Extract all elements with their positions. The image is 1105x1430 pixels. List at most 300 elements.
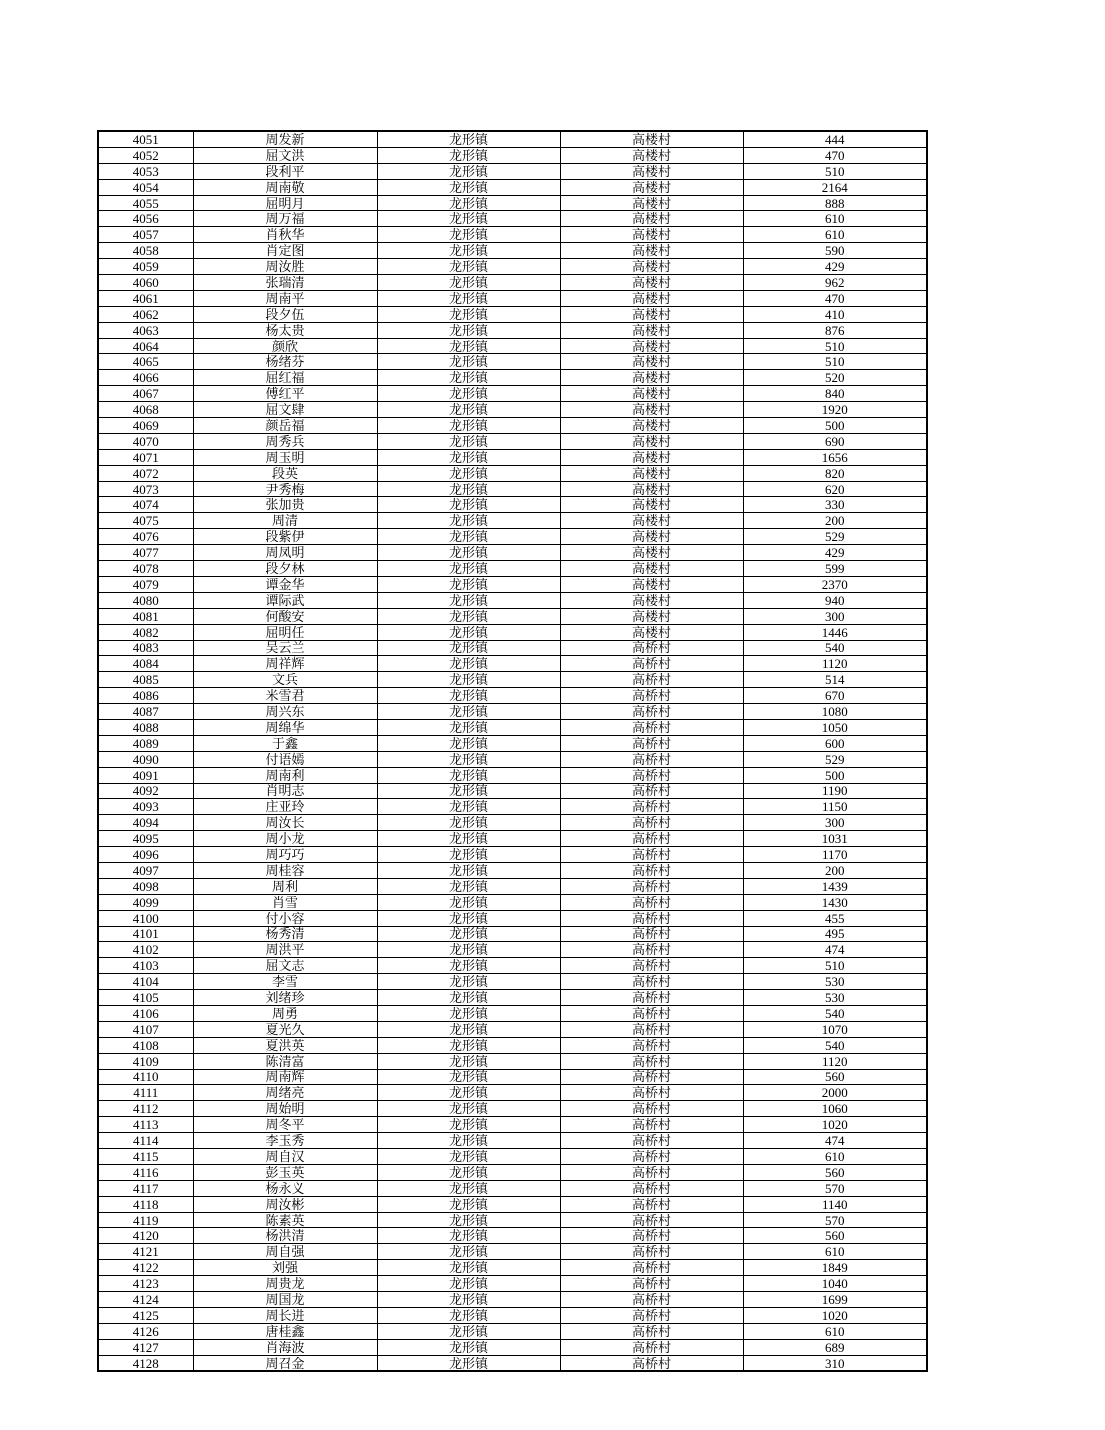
row-number-cell: 4059	[98, 259, 193, 275]
amount-cell: 2370	[743, 576, 927, 592]
person-name-cell: 周凤明	[193, 545, 377, 561]
village-name-cell: 高楼村	[560, 465, 743, 481]
table-row	[98, 1037, 927, 1053]
table-row	[98, 1117, 927, 1133]
village-name-cell: 高桥村	[560, 640, 743, 656]
row-number-cell: 4124	[98, 1292, 193, 1308]
table-row	[98, 990, 927, 1006]
amount-cell: 540	[743, 640, 927, 656]
amount-cell: 200	[743, 862, 927, 878]
village-name-cell: 高桥村	[560, 1260, 743, 1276]
table-row	[98, 1323, 927, 1339]
village-name-cell: 高楼村	[560, 147, 743, 163]
row-number-cell: 4116	[98, 1164, 193, 1180]
town-name-cell: 龙形镇	[377, 767, 560, 783]
amount-cell: 1190	[743, 783, 927, 799]
table-row	[98, 735, 927, 751]
table-row	[98, 862, 927, 878]
table-row	[98, 227, 927, 243]
person-name-cell: 吴云兰	[193, 640, 377, 656]
amount-cell: 495	[743, 926, 927, 942]
person-name-cell: 周利	[193, 878, 377, 894]
town-name-cell: 龙形镇	[377, 529, 560, 545]
row-number-cell: 4054	[98, 179, 193, 195]
person-name-cell: 庄亚玲	[193, 799, 377, 815]
village-name-cell: 高桥村	[560, 1228, 743, 1244]
amount-cell: 1031	[743, 831, 927, 847]
town-name-cell: 龙形镇	[377, 386, 560, 402]
person-name-cell: 周小龙	[193, 831, 377, 847]
person-name-cell: 杨绪芬	[193, 354, 377, 370]
amount-cell: 560	[743, 1228, 927, 1244]
village-name-cell: 高桥村	[560, 735, 743, 751]
row-number-cell: 4067	[98, 386, 193, 402]
town-name-cell: 龙形镇	[377, 1276, 560, 1292]
town-name-cell: 龙形镇	[377, 1133, 560, 1149]
village-name-cell: 高桥村	[560, 1133, 743, 1149]
data-table	[97, 130, 928, 1372]
person-name-cell: 周祥辉	[193, 656, 377, 672]
town-name-cell: 龙形镇	[377, 783, 560, 799]
village-name-cell: 高桥村	[560, 767, 743, 783]
village-name-cell: 高楼村	[560, 418, 743, 434]
row-number-cell: 4096	[98, 847, 193, 863]
table-row	[98, 624, 927, 640]
village-name-cell: 高楼村	[560, 576, 743, 592]
town-name-cell: 龙形镇	[377, 878, 560, 894]
person-name-cell: 李玉秀	[193, 1133, 377, 1149]
amount-cell: 474	[743, 1133, 927, 1149]
town-name-cell: 龙形镇	[377, 433, 560, 449]
person-name-cell: 屈明月	[193, 195, 377, 211]
village-name-cell: 高桥村	[560, 656, 743, 672]
town-name-cell: 龙形镇	[377, 1307, 560, 1323]
amount-cell: 470	[743, 290, 927, 306]
amount-cell: 510	[743, 354, 927, 370]
person-name-cell: 周召金	[193, 1355, 377, 1371]
table-row	[98, 386, 927, 402]
row-number-cell: 4091	[98, 767, 193, 783]
person-name-cell: 周玉明	[193, 449, 377, 465]
village-name-cell: 高桥村	[560, 1117, 743, 1133]
row-number-cell: 4063	[98, 322, 193, 338]
row-number-cell: 4051	[98, 131, 193, 147]
town-name-cell: 龙形镇	[377, 704, 560, 720]
person-name-cell: 张加贵	[193, 497, 377, 513]
village-name-cell: 高桥村	[560, 1101, 743, 1117]
village-name-cell: 高楼村	[560, 227, 743, 243]
town-name-cell: 龙形镇	[377, 1292, 560, 1308]
amount-cell: 570	[743, 1180, 927, 1196]
row-number-cell: 4053	[98, 163, 193, 179]
amount-cell: 1020	[743, 1307, 927, 1323]
amount-cell: 599	[743, 561, 927, 577]
town-name-cell: 龙形镇	[377, 1260, 560, 1276]
person-name-cell: 周贵龙	[193, 1276, 377, 1292]
village-name-cell: 高桥村	[560, 1037, 743, 1053]
amount-cell: 2164	[743, 179, 927, 195]
table-row	[98, 656, 927, 672]
amount-cell: 670	[743, 688, 927, 704]
town-name-cell: 龙形镇	[377, 1164, 560, 1180]
table-row	[98, 243, 927, 259]
amount-cell: 500	[743, 767, 927, 783]
town-name-cell: 龙形镇	[377, 926, 560, 942]
town-name-cell: 龙形镇	[377, 1339, 560, 1355]
person-name-cell: 颜欣	[193, 338, 377, 354]
row-number-cell: 4077	[98, 545, 193, 561]
person-name-cell: 周巧巧	[193, 847, 377, 863]
table-body	[98, 131, 927, 1371]
town-name-cell: 龙形镇	[377, 688, 560, 704]
row-number-cell: 4075	[98, 513, 193, 529]
row-number-cell: 4081	[98, 608, 193, 624]
village-name-cell: 高楼村	[560, 179, 743, 195]
town-name-cell: 龙形镇	[377, 275, 560, 291]
person-name-cell: 周始明	[193, 1101, 377, 1117]
amount-cell: 520	[743, 370, 927, 386]
row-number-cell: 4108	[98, 1037, 193, 1053]
person-name-cell: 付小容	[193, 910, 377, 926]
town-name-cell: 龙形镇	[377, 1037, 560, 1053]
amount-cell: 474	[743, 942, 927, 958]
amount-cell: 529	[743, 751, 927, 767]
village-name-cell: 高桥村	[560, 910, 743, 926]
row-number-cell: 4099	[98, 894, 193, 910]
table-row	[98, 767, 927, 783]
table-row	[98, 1276, 927, 1292]
table-row	[98, 275, 927, 291]
town-name-cell: 龙形镇	[377, 513, 560, 529]
village-name-cell: 高桥村	[560, 1276, 743, 1292]
town-name-cell: 龙形镇	[377, 1005, 560, 1021]
amount-cell: 610	[743, 1323, 927, 1339]
table-row	[98, 1260, 927, 1276]
row-number-cell: 4071	[98, 449, 193, 465]
row-number-cell: 4055	[98, 195, 193, 211]
village-name-cell: 高楼村	[560, 561, 743, 577]
row-number-cell: 4125	[98, 1307, 193, 1323]
person-name-cell: 屈红福	[193, 370, 377, 386]
row-number-cell: 4057	[98, 227, 193, 243]
town-name-cell: 龙形镇	[377, 1021, 560, 1037]
village-name-cell: 高桥村	[560, 1021, 743, 1037]
village-name-cell: 高桥村	[560, 1292, 743, 1308]
village-name-cell: 高楼村	[560, 592, 743, 608]
town-name-cell: 龙形镇	[377, 640, 560, 656]
amount-cell: 820	[743, 465, 927, 481]
village-name-cell: 高桥村	[560, 926, 743, 942]
row-number-cell: 4122	[98, 1260, 193, 1276]
town-name-cell: 龙形镇	[377, 719, 560, 735]
village-name-cell: 高桥村	[560, 990, 743, 1006]
row-number-cell: 4068	[98, 402, 193, 418]
amount-cell: 888	[743, 195, 927, 211]
amount-cell: 1849	[743, 1260, 927, 1276]
amount-cell: 330	[743, 497, 927, 513]
table-row	[98, 1021, 927, 1037]
amount-cell: 1446	[743, 624, 927, 640]
village-name-cell: 高桥村	[560, 847, 743, 863]
amount-cell: 1050	[743, 719, 927, 735]
person-name-cell: 周冬平	[193, 1117, 377, 1133]
village-name-cell: 高楼村	[560, 608, 743, 624]
amount-cell: 455	[743, 910, 927, 926]
town-name-cell: 龙形镇	[377, 1101, 560, 1117]
table-row	[98, 179, 927, 195]
amount-cell: 530	[743, 974, 927, 990]
table-row	[98, 529, 927, 545]
village-name-cell: 高楼村	[560, 624, 743, 640]
town-name-cell: 龙形镇	[377, 958, 560, 974]
row-number-cell: 4088	[98, 719, 193, 735]
person-name-cell: 周自强	[193, 1244, 377, 1260]
amount-cell: 429	[743, 545, 927, 561]
row-number-cell: 4085	[98, 672, 193, 688]
row-number-cell: 4089	[98, 735, 193, 751]
person-name-cell: 周南平	[193, 290, 377, 306]
person-name-cell: 肖定图	[193, 243, 377, 259]
person-name-cell: 周清	[193, 513, 377, 529]
table-row	[98, 847, 927, 863]
village-name-cell: 高桥村	[560, 942, 743, 958]
row-number-cell: 4101	[98, 926, 193, 942]
amount-cell: 1040	[743, 1276, 927, 1292]
town-name-cell: 龙形镇	[377, 735, 560, 751]
town-name-cell: 龙形镇	[377, 1117, 560, 1133]
row-number-cell: 4110	[98, 1069, 193, 1085]
village-name-cell: 高楼村	[560, 243, 743, 259]
person-name-cell: 周万福	[193, 211, 377, 227]
row-number-cell: 4100	[98, 910, 193, 926]
amount-cell: 540	[743, 1005, 927, 1021]
table-row	[98, 402, 927, 418]
table-row	[98, 910, 927, 926]
table-row	[98, 1005, 927, 1021]
amount-cell: 1140	[743, 1196, 927, 1212]
row-number-cell: 4074	[98, 497, 193, 513]
village-name-cell: 高楼村	[560, 449, 743, 465]
person-name-cell: 周发新	[193, 131, 377, 147]
town-name-cell: 龙形镇	[377, 179, 560, 195]
town-name-cell: 龙形镇	[377, 1212, 560, 1228]
row-number-cell: 4115	[98, 1149, 193, 1165]
person-name-cell: 段夕林	[193, 561, 377, 577]
row-number-cell: 4093	[98, 799, 193, 815]
amount-cell: 1080	[743, 704, 927, 720]
village-name-cell: 高桥村	[560, 1180, 743, 1196]
village-name-cell: 高桥村	[560, 1069, 743, 1085]
amount-cell: 1656	[743, 449, 927, 465]
row-number-cell: 4087	[98, 704, 193, 720]
table-row	[98, 688, 927, 704]
amount-cell: 530	[743, 990, 927, 1006]
person-name-cell: 周绵华	[193, 719, 377, 735]
person-name-cell: 屈文肆	[193, 402, 377, 418]
table-row	[98, 942, 927, 958]
village-name-cell: 高桥村	[560, 672, 743, 688]
amount-cell: 690	[743, 433, 927, 449]
row-number-cell: 4052	[98, 147, 193, 163]
town-name-cell: 龙形镇	[377, 497, 560, 513]
person-name-cell: 付语嫣	[193, 751, 377, 767]
town-name-cell: 龙形镇	[377, 990, 560, 1006]
village-name-cell: 高桥村	[560, 688, 743, 704]
table-row	[98, 561, 927, 577]
table-row	[98, 545, 927, 561]
village-name-cell: 高楼村	[560, 322, 743, 338]
person-name-cell: 于鑫	[193, 735, 377, 751]
table-row	[98, 433, 927, 449]
person-name-cell: 周兴东	[193, 704, 377, 720]
town-name-cell: 龙形镇	[377, 131, 560, 147]
town-name-cell: 龙形镇	[377, 942, 560, 958]
row-number-cell: 4065	[98, 354, 193, 370]
village-name-cell: 高桥村	[560, 799, 743, 815]
amount-cell: 962	[743, 275, 927, 291]
table-row	[98, 1101, 927, 1117]
table-row	[98, 751, 927, 767]
person-name-cell: 周汝彬	[193, 1196, 377, 1212]
town-name-cell: 龙形镇	[377, 354, 560, 370]
town-name-cell: 龙形镇	[377, 1149, 560, 1165]
table-row	[98, 974, 927, 990]
town-name-cell: 龙形镇	[377, 1069, 560, 1085]
town-name-cell: 龙形镇	[377, 1244, 560, 1260]
amount-cell: 510	[743, 958, 927, 974]
row-number-cell: 4084	[98, 656, 193, 672]
town-name-cell: 龙形镇	[377, 1355, 560, 1371]
table-row	[98, 608, 927, 624]
row-number-cell: 4107	[98, 1021, 193, 1037]
row-number-cell: 4070	[98, 433, 193, 449]
person-name-cell: 周洪平	[193, 942, 377, 958]
village-name-cell: 高楼村	[560, 513, 743, 529]
village-name-cell: 高楼村	[560, 338, 743, 354]
person-name-cell: 周自汉	[193, 1149, 377, 1165]
table-row	[98, 1164, 927, 1180]
person-name-cell: 周汝胜	[193, 259, 377, 275]
row-number-cell: 4104	[98, 974, 193, 990]
table-row	[98, 465, 927, 481]
table-row	[98, 894, 927, 910]
row-number-cell: 4095	[98, 831, 193, 847]
table-row	[98, 831, 927, 847]
person-name-cell: 段英	[193, 465, 377, 481]
village-name-cell: 高桥村	[560, 894, 743, 910]
village-name-cell: 高桥村	[560, 1196, 743, 1212]
village-name-cell: 高桥村	[560, 878, 743, 894]
row-number-cell: 4092	[98, 783, 193, 799]
amount-cell: 1070	[743, 1021, 927, 1037]
row-number-cell: 4058	[98, 243, 193, 259]
village-name-cell: 高楼村	[560, 131, 743, 147]
person-name-cell: 杨太贵	[193, 322, 377, 338]
person-name-cell: 谭际武	[193, 592, 377, 608]
row-number-cell: 4086	[98, 688, 193, 704]
row-number-cell: 4078	[98, 561, 193, 577]
amount-cell: 510	[743, 338, 927, 354]
village-name-cell: 高楼村	[560, 195, 743, 211]
amount-cell: 200	[743, 513, 927, 529]
table-row	[98, 1180, 927, 1196]
person-name-cell: 杨洪清	[193, 1228, 377, 1244]
table-row	[98, 640, 927, 656]
amount-cell: 600	[743, 735, 927, 751]
person-name-cell: 杨永义	[193, 1180, 377, 1196]
amount-cell: 2000	[743, 1085, 927, 1101]
amount-cell: 410	[743, 306, 927, 322]
village-name-cell: 高桥村	[560, 1244, 743, 1260]
table-row	[98, 259, 927, 275]
person-name-cell: 周南敬	[193, 179, 377, 195]
amount-cell: 940	[743, 592, 927, 608]
table-row	[98, 1292, 927, 1308]
table-row	[98, 1069, 927, 1085]
amount-cell: 1120	[743, 1053, 927, 1069]
table-row	[98, 783, 927, 799]
village-name-cell: 高楼村	[560, 402, 743, 418]
town-name-cell: 龙形镇	[377, 338, 560, 354]
village-name-cell: 高桥村	[560, 704, 743, 720]
amount-cell: 610	[743, 1244, 927, 1260]
person-name-cell: 何酸安	[193, 608, 377, 624]
village-name-cell: 高桥村	[560, 719, 743, 735]
table-row	[98, 211, 927, 227]
amount-cell: 1150	[743, 799, 927, 815]
person-name-cell: 段夕伍	[193, 306, 377, 322]
table-row	[98, 195, 927, 211]
person-name-cell: 周勇	[193, 1005, 377, 1021]
town-name-cell: 龙形镇	[377, 402, 560, 418]
person-name-cell: 陈素英	[193, 1212, 377, 1228]
village-name-cell: 高楼村	[560, 370, 743, 386]
village-name-cell: 高楼村	[560, 275, 743, 291]
person-name-cell: 文兵	[193, 672, 377, 688]
village-name-cell: 高桥村	[560, 1005, 743, 1021]
amount-cell: 1120	[743, 656, 927, 672]
village-name-cell: 高桥村	[560, 1164, 743, 1180]
amount-cell: 610	[743, 211, 927, 227]
person-name-cell: 周绪亮	[193, 1085, 377, 1101]
village-name-cell: 高楼村	[560, 290, 743, 306]
amount-cell: 560	[743, 1164, 927, 1180]
town-name-cell: 龙形镇	[377, 592, 560, 608]
row-number-cell: 4056	[98, 211, 193, 227]
town-name-cell: 龙形镇	[377, 1053, 560, 1069]
amount-cell: 876	[743, 322, 927, 338]
person-name-cell: 唐桂鑫	[193, 1323, 377, 1339]
table-row	[98, 481, 927, 497]
person-name-cell: 米雪君	[193, 688, 377, 704]
row-number-cell: 4094	[98, 815, 193, 831]
table-row	[98, 354, 927, 370]
village-name-cell: 高楼村	[560, 545, 743, 561]
village-name-cell: 高桥村	[560, 815, 743, 831]
town-name-cell: 龙形镇	[377, 831, 560, 847]
amount-cell: 1699	[743, 1292, 927, 1308]
table-row	[98, 592, 927, 608]
table-row	[98, 306, 927, 322]
amount-cell: 610	[743, 1149, 927, 1165]
village-name-cell: 高楼村	[560, 259, 743, 275]
village-name-cell: 高楼村	[560, 354, 743, 370]
row-number-cell: 4114	[98, 1133, 193, 1149]
table-row	[98, 1307, 927, 1323]
person-name-cell: 李雪	[193, 974, 377, 990]
row-number-cell: 4072	[98, 465, 193, 481]
amount-cell: 620	[743, 481, 927, 497]
